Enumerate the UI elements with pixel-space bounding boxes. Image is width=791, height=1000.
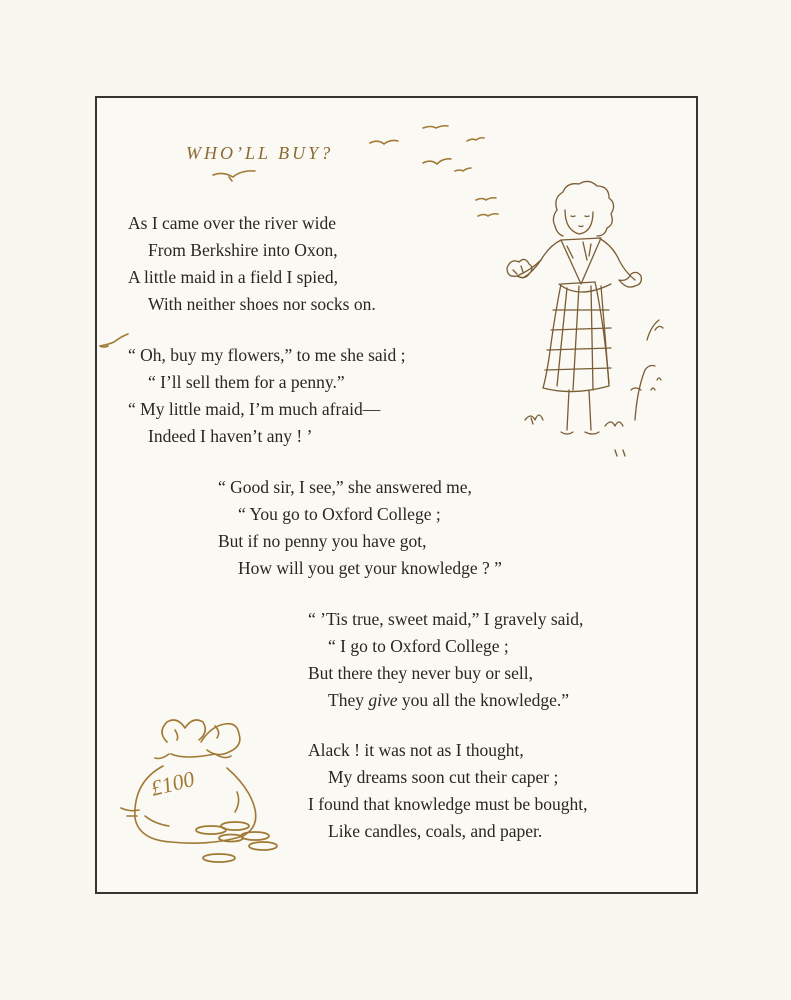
poem-line: “ My little maid, I’m much afraid— — [128, 399, 381, 419]
poem-line: “ I’ll sell them for a penny.” — [148, 372, 345, 392]
birds-icon — [205, 115, 505, 225]
stanza-3 — [218, 474, 502, 582]
poem-line: “ I go to Oxford College ; — [328, 636, 509, 656]
poem-line: A little maid in a field I spied, — [128, 267, 338, 287]
poem-line: As I came over the river wide — [128, 213, 336, 233]
poem-line: Alack ! it was not as I thought, — [308, 740, 524, 760]
poem-title: WHO’LL BUY? — [186, 143, 334, 163]
money-bag-illustration — [115, 712, 290, 867]
poem-line: How will you get your knowledge ? ” — [238, 558, 502, 578]
poem-line: “ Good sir, I see,” she answered me, — [218, 477, 472, 497]
poem-line: I found that knowledge must be bought, — [308, 794, 588, 814]
poem-line: But if no penny you have got, — [218, 531, 427, 551]
stanza-5 — [308, 737, 587, 845]
poem-line-part: you all the knowledge.” — [397, 690, 570, 710]
stanza-2 — [128, 342, 406, 450]
poem-line: “ You go to Oxford College ; — [238, 504, 441, 524]
poem-line: Indeed I haven’t any ! ’ — [148, 426, 313, 446]
poem-line: Like candles, coals, and paper. — [328, 821, 543, 841]
poem-line: My dreams soon cut their caper ; — [328, 767, 559, 787]
stanza-1 — [128, 210, 376, 318]
flower-girl-illustration — [495, 180, 680, 460]
poem-line — [308, 687, 583, 714]
poem-line: But there they never buy or sell, — [308, 663, 534, 683]
emphasis-word: give — [368, 690, 398, 710]
poem-line: With neither shoes nor socks on. — [148, 294, 376, 314]
poem-line-part: They — [328, 690, 369, 710]
poem-line: “ Oh, buy my flowers,” to me she said ; — [128, 345, 406, 365]
money-bag-label: £100 — [148, 765, 197, 801]
bird-icon — [96, 330, 132, 354]
stanza-4 — [308, 606, 583, 714]
poem-line: From Berkshire into Oxon, — [148, 240, 338, 260]
poem-line: “ ’Tis true, sweet maid,” I gravely said, — [308, 609, 584, 629]
